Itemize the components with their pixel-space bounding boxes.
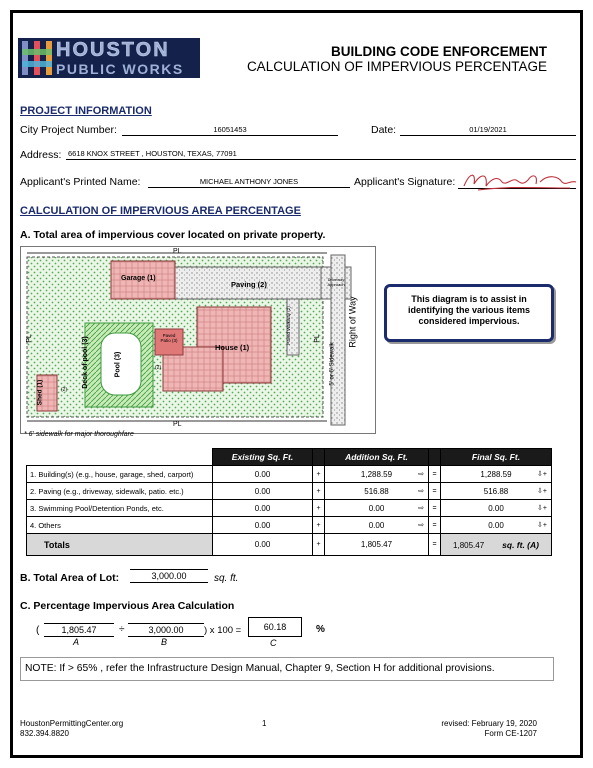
addition-cell[interactable]: 1,288.59 ⇨	[325, 466, 429, 483]
c-label-b: B	[161, 637, 168, 647]
c-label-c: C	[270, 638, 277, 648]
c-label-a: A	[73, 637, 80, 647]
c-numerator-field[interactable]: 1,805.47	[44, 623, 114, 637]
existing-cell[interactable]: 0.00	[213, 500, 313, 517]
addition-cell[interactable]: 0.00 ⇨	[325, 517, 429, 534]
part-a-title: A. Total area of impervious cover located on private property.	[20, 229, 326, 241]
lot-area-field[interactable]: 3,000.00	[130, 569, 208, 583]
final-cell: 0.00 ⇩+	[441, 500, 552, 517]
table-row	[27, 517, 552, 534]
right-of-way-label: Right of Way	[347, 296, 358, 348]
open-paren: (	[36, 625, 40, 636]
equals-sign: =	[429, 534, 441, 556]
driveway-label: Driveway Approach	[327, 277, 345, 287]
c-denominator-field[interactable]: 3,000.00	[128, 623, 204, 637]
plus-sign: +	[313, 500, 325, 517]
plus-sign: +	[313, 517, 325, 534]
calc-heading: CALCULATION OF IMPERVIOUS AREA PERCENTAGE	[20, 205, 301, 217]
c-result-field[interactable]: 60.18	[248, 617, 302, 637]
header-existing: Existing Sq. Ft.	[213, 449, 313, 466]
date-field[interactable]: 01/19/2021	[400, 124, 576, 136]
divide-sign: ÷	[119, 624, 125, 635]
footer-form: Form CE-1207	[484, 729, 537, 738]
impervious-diagram	[20, 246, 376, 434]
pl-right-label: PL	[313, 334, 321, 343]
totals-label: Totals	[27, 534, 213, 556]
percent-sign: %	[316, 624, 325, 635]
plus-sign: +	[313, 534, 325, 556]
down-plus-icon: ⇩+	[537, 521, 547, 529]
pool-label: Pool (3)	[114, 351, 122, 378]
footer-phone: 832.394.8820	[20, 729, 69, 738]
logo-line2: PUBLIC WORKS	[56, 61, 184, 77]
plus-sign: +	[313, 466, 325, 483]
equals-sign: =	[429, 483, 441, 500]
totals-existing: 0.00	[213, 534, 313, 556]
down-plus-icon: ⇩+	[537, 504, 547, 512]
existing-cell[interactable]: 0.00	[213, 517, 313, 534]
form-title: BUILDING CODE ENFORCEMENT	[331, 44, 547, 59]
address-field[interactable]: 6618 KNOX STREET , HOUSTON, TEXAS, 77091	[66, 148, 576, 160]
down-plus-icon: ⇩+	[537, 470, 547, 478]
city-project-field[interactable]: 16051453	[122, 124, 338, 136]
part-c-title: C. Percentage Impervious Area Calculation	[20, 600, 235, 612]
sidewalk-label: 5' or 6' Sidewalk	[329, 342, 336, 386]
plus-sign: +	[313, 483, 325, 500]
houston-public-works-logo	[18, 38, 200, 78]
equals-sign: =	[429, 500, 441, 517]
project-info-heading: PROJECT INFORMATION	[20, 105, 152, 117]
header-final: Final Sq. Ft.	[441, 449, 552, 466]
header-addition: Addition Sq. Ft.	[325, 449, 429, 466]
addition-cell[interactable]: 516.88 ⇨	[325, 483, 429, 500]
header-blank	[27, 449, 213, 466]
page-number: 1	[262, 719, 267, 728]
equals-sign: =	[429, 517, 441, 534]
table-row	[27, 500, 552, 517]
house-label: House (1)	[215, 343, 250, 352]
down-plus-icon: ⇩+	[537, 487, 547, 495]
footer-revised: revised: February 19, 2020	[441, 719, 537, 728]
footer-website[interactable]: HoustonPermittingCenter.org	[20, 719, 124, 728]
applicant-name-field[interactable]: MICHAEL ANTHONY JONES	[148, 176, 350, 188]
existing-cell[interactable]: 0.00	[213, 483, 313, 500]
totals-addition: 1,805.47	[325, 534, 429, 556]
totals-final: 1,805.47 sq. ft. (A)	[441, 534, 552, 556]
table-row	[27, 466, 552, 483]
applicant-signature-label: Applicant's Signature:	[354, 176, 456, 188]
pl-left-label: PL	[25, 334, 33, 343]
form-subtitle: CALCULATION OF IMPERVIOUS PERCENTAGE	[246, 59, 547, 74]
addition-cell[interactable]: 0.00 ⇨	[325, 500, 429, 517]
right-arrow-icon: ⇨	[418, 504, 424, 512]
city-project-label: City Project Number:	[20, 124, 117, 136]
table-header-row	[27, 449, 552, 466]
logo-line1: HOUSTON	[56, 39, 170, 61]
row-label: 4. Others	[27, 517, 213, 534]
footer-contact	[20, 719, 123, 739]
signature-image	[458, 168, 578, 194]
final-cell: 516.88 ⇩+	[441, 483, 552, 500]
existing-cell[interactable]: 0.00	[213, 466, 313, 483]
paving-label: Paving (2)	[231, 280, 267, 289]
garage-label: Garage (1)	[121, 275, 156, 282]
equals-sign: =	[429, 466, 441, 483]
table-row	[27, 483, 552, 500]
note-box: NOTE: If > 65% , refer the Infrastructure Design Manual, Chapter 9, Section H for additional provisions.	[20, 657, 554, 681]
right-arrow-icon: ⇨	[418, 487, 424, 495]
paved-patio-label: Paved Patio (3)	[160, 333, 178, 343]
final-cell: 0.00 ⇩+	[441, 517, 552, 534]
paving-num-a: (2)	[155, 365, 162, 371]
diagram-svg	[21, 247, 375, 433]
row-label: 3. Swimming Pool/Detention Ponds, etc.	[27, 500, 213, 517]
date-label: Date:	[371, 124, 397, 136]
applicant-name-label: Applicant's Printed Name:	[20, 176, 141, 188]
footer-revision	[441, 719, 537, 739]
right-arrow-icon: ⇨	[418, 470, 424, 478]
deck-label: Deck of pool (3)	[81, 336, 89, 389]
walkway-label: Paved Walkway (2)	[285, 306, 291, 345]
row-label: 2. Paving (e.g., driveway, sidewalk, patio. etc.)	[27, 483, 213, 500]
pl-top-label: PL	[173, 248, 182, 255]
shed-label: Shed (1)	[36, 379, 44, 406]
paving-num-b: (2)	[61, 387, 68, 393]
impervious-table	[26, 448, 552, 556]
row-label: 1. Building(s) (e.g., house, garage, shed, carport)	[27, 466, 213, 483]
times-100: ) x 100 =	[204, 625, 242, 636]
diagram-callout: This diagram is to assist in identifying the various items considered impervious.	[384, 284, 554, 342]
pl-bottom-label: PL	[173, 421, 182, 428]
sidewalk-note: * 6' sidewalk for major thoroughfare	[24, 431, 134, 438]
totals-row	[27, 534, 552, 556]
part-b-label: B. Total Area of Lot:	[20, 572, 120, 584]
address-label: Address:	[20, 149, 62, 161]
logo-mark-icon	[22, 41, 52, 75]
right-arrow-icon: ⇨	[418, 521, 424, 529]
final-cell: 1,288.59 ⇩+	[441, 466, 552, 483]
lot-area-unit: sq. ft.	[214, 573, 239, 584]
